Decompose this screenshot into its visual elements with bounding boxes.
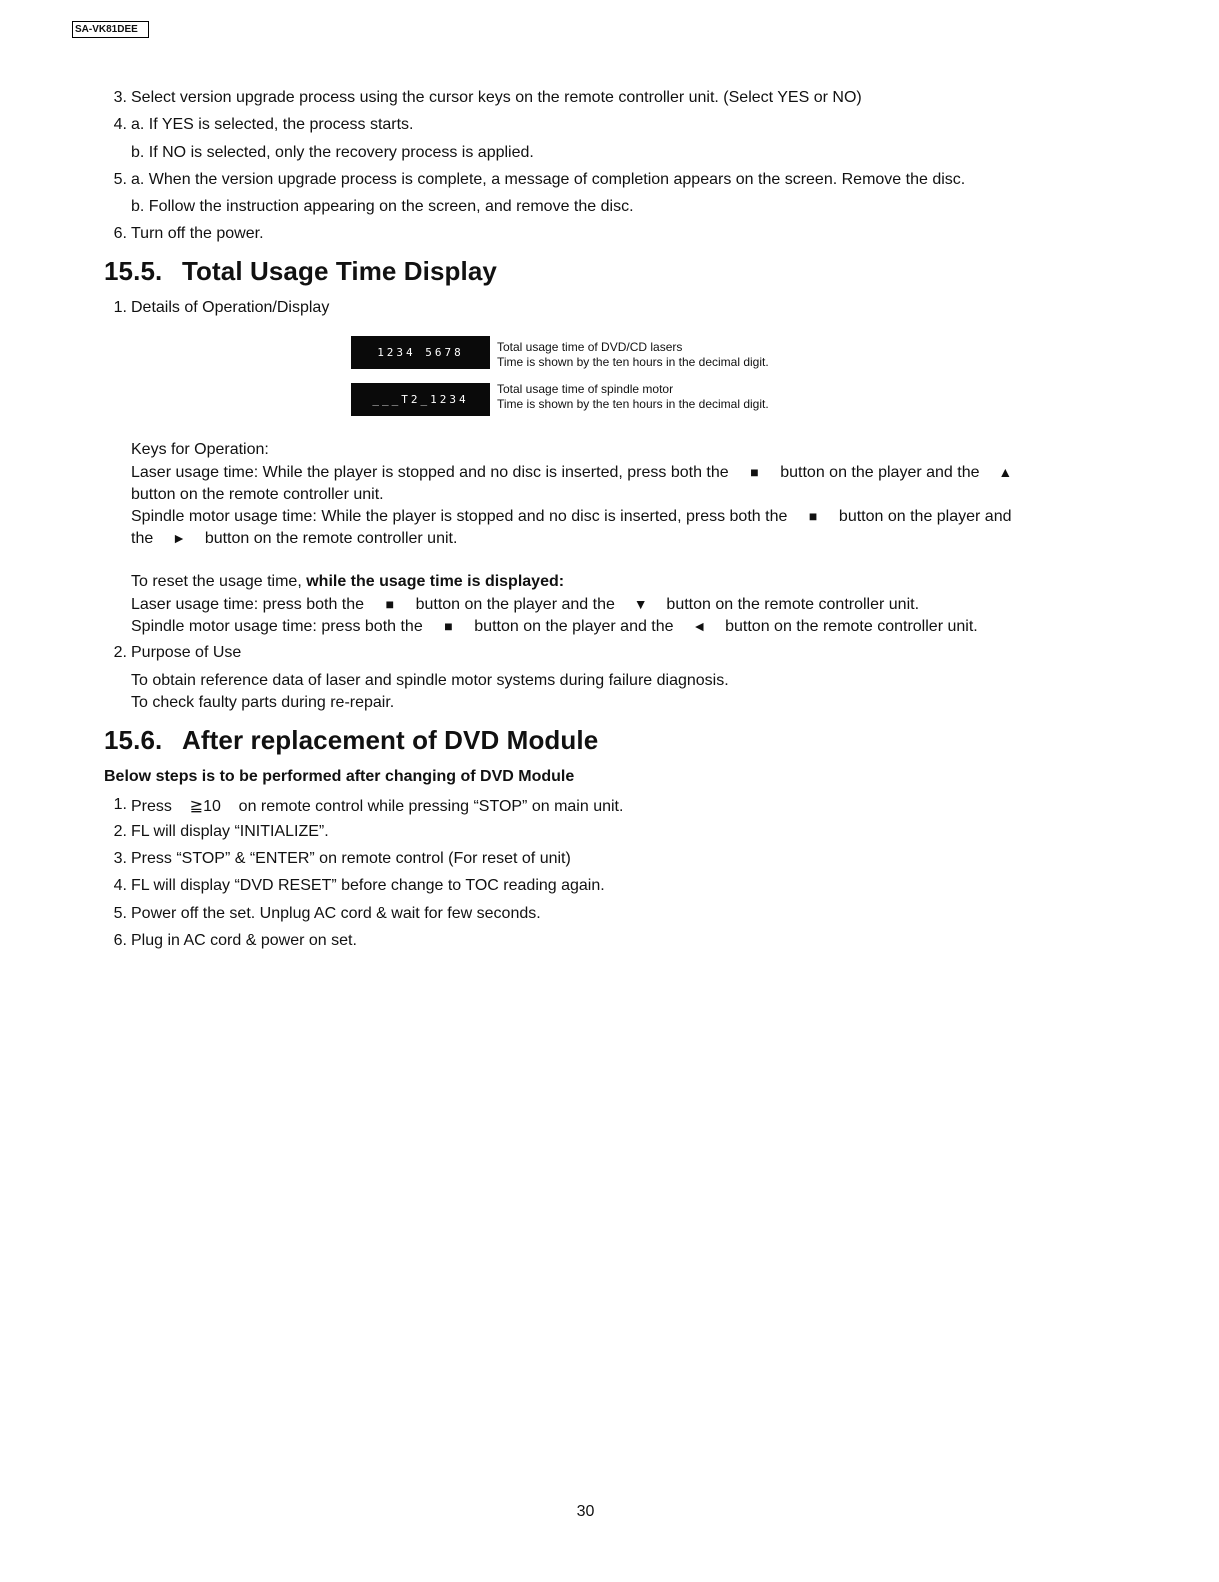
note-line: Time is shown by the ten hours in the decimal digit.	[497, 397, 769, 411]
step-text: b. If NO is selected, only the recovery process is applied.	[131, 144, 534, 161]
lcd-display-laser: 1234 5678	[351, 336, 490, 369]
section-heading-15-5	[104, 256, 497, 287]
step-text: Select version upgrade process using the cursor keys on the remote controller unit. (Select YES or NO)	[131, 89, 862, 106]
text-run: button on the player and the	[415, 596, 615, 613]
step-text	[131, 796, 623, 816]
up-arrow-icon: ▲	[998, 464, 1013, 480]
keys-heading: Keys for Operation:	[131, 441, 269, 458]
step-number: 6.	[113, 932, 127, 949]
section-title: After replacement of DVD Module	[182, 725, 599, 755]
section-number: 15.5.	[104, 256, 163, 286]
step-number: 4.	[113, 116, 127, 133]
text-run: the	[131, 530, 154, 547]
step-number: 4.	[113, 877, 127, 894]
step-number: 3.	[113, 850, 127, 867]
lcd-display-spindle: ___T2_1234	[351, 383, 490, 416]
spindle-instruction-cont	[131, 530, 457, 548]
note-line: Time is shown by the ten hours in the decimal digit.	[497, 355, 769, 369]
left-arrow-icon: ◄	[692, 618, 707, 634]
spindle-instruction	[131, 508, 1012, 526]
laser-instruction	[131, 464, 1013, 482]
section-title: Total Usage Time Display	[182, 256, 497, 286]
text-run: button on the remote controller unit.	[204, 530, 458, 547]
lcd-note-laser	[497, 340, 769, 370]
step-text: a. When the version upgrade process is complete, a message of completion appears on the screen. Remove the disc.	[131, 171, 966, 188]
item-text: Purpose of Use	[131, 644, 242, 661]
text-run: button on the player and the	[474, 618, 674, 635]
model-tag: SA-VK81DEE	[72, 21, 149, 38]
stop-icon: ■	[385, 596, 395, 612]
purpose-line: To check faulty parts during re-repair.	[131, 694, 395, 711]
item-number: 1.	[113, 299, 127, 316]
step-text: b. Follow the instruction appearing on the screen, and remove the disc.	[131, 198, 634, 215]
reset-heading	[131, 573, 564, 591]
page-number: 30	[576, 1503, 595, 1520]
down-arrow-icon: ▼	[633, 596, 648, 612]
step-text: FL will display “INITIALIZE”.	[131, 823, 329, 840]
text-run: To reset the usage time,	[131, 573, 302, 590]
section-heading-15-6	[104, 725, 598, 756]
step-number: 6.	[113, 225, 127, 242]
step-text: Turn off the power.	[131, 225, 264, 242]
laser-instruction-cont: button on the remote controller unit.	[131, 486, 384, 503]
lcd-note-spindle	[497, 382, 769, 412]
item-text: Details of Operation/Display	[131, 299, 330, 316]
step-text: Plug in AC cord & power on set.	[131, 932, 357, 949]
text-run: button on the player and	[838, 508, 1012, 525]
step-number: 5.	[113, 905, 127, 922]
note-line: Total usage time of DVD/CD lasers	[497, 340, 683, 354]
step-number: 1.	[113, 796, 127, 813]
stop-icon: ■	[808, 508, 818, 524]
step-number: 5.	[113, 171, 127, 188]
ten-plus-key-icon: ≧10	[189, 798, 221, 815]
step-number: 2.	[113, 823, 127, 840]
step-text: Press “STOP” & “ENTER” on remote control (For reset of unit)	[131, 850, 571, 867]
step-number: 3.	[113, 89, 127, 106]
text-run: Laser usage time: press both the	[131, 596, 365, 613]
text-run: button on the remote controller unit.	[725, 618, 978, 635]
step-text: a. If YES is selected, the process starts.	[131, 116, 414, 133]
stop-icon: ■	[750, 464, 759, 480]
text-run: button on the remote controller unit.	[666, 596, 920, 613]
text-run: Spindle motor usage time: While the player is stopped and no disc is inserted, press both the	[131, 508, 788, 525]
text-run: Laser usage time: While the player is stopped and no disc is inserted, press both the	[131, 464, 729, 481]
section-intro: Below steps is to be performed after changing of DVD Module	[104, 768, 575, 785]
stop-icon: ■	[444, 618, 453, 634]
note-line: Total usage time of spindle motor	[497, 382, 674, 396]
text-run-bold: while the usage time is displayed:	[306, 573, 565, 590]
text-run: Spindle motor usage time: press both the	[131, 618, 423, 635]
text-run: Press	[131, 798, 172, 815]
section-number: 15.6.	[104, 725, 163, 755]
step-text: FL will display “DVD RESET” before change to TOC reading again.	[131, 877, 605, 894]
play-icon: ►	[172, 530, 186, 546]
reset-laser	[131, 596, 919, 614]
reset-spindle	[131, 618, 978, 636]
step-text: Power off the set. Unplug AC cord & wait for few seconds.	[131, 905, 541, 922]
text-run: on remote control while pressing “STOP” on main unit.	[238, 798, 624, 815]
item-number: 2.	[113, 644, 127, 661]
purpose-line: To obtain reference data of laser and spindle motor systems during failure diagnosis.	[131, 672, 729, 689]
text-run: button on the player and the	[780, 464, 980, 481]
